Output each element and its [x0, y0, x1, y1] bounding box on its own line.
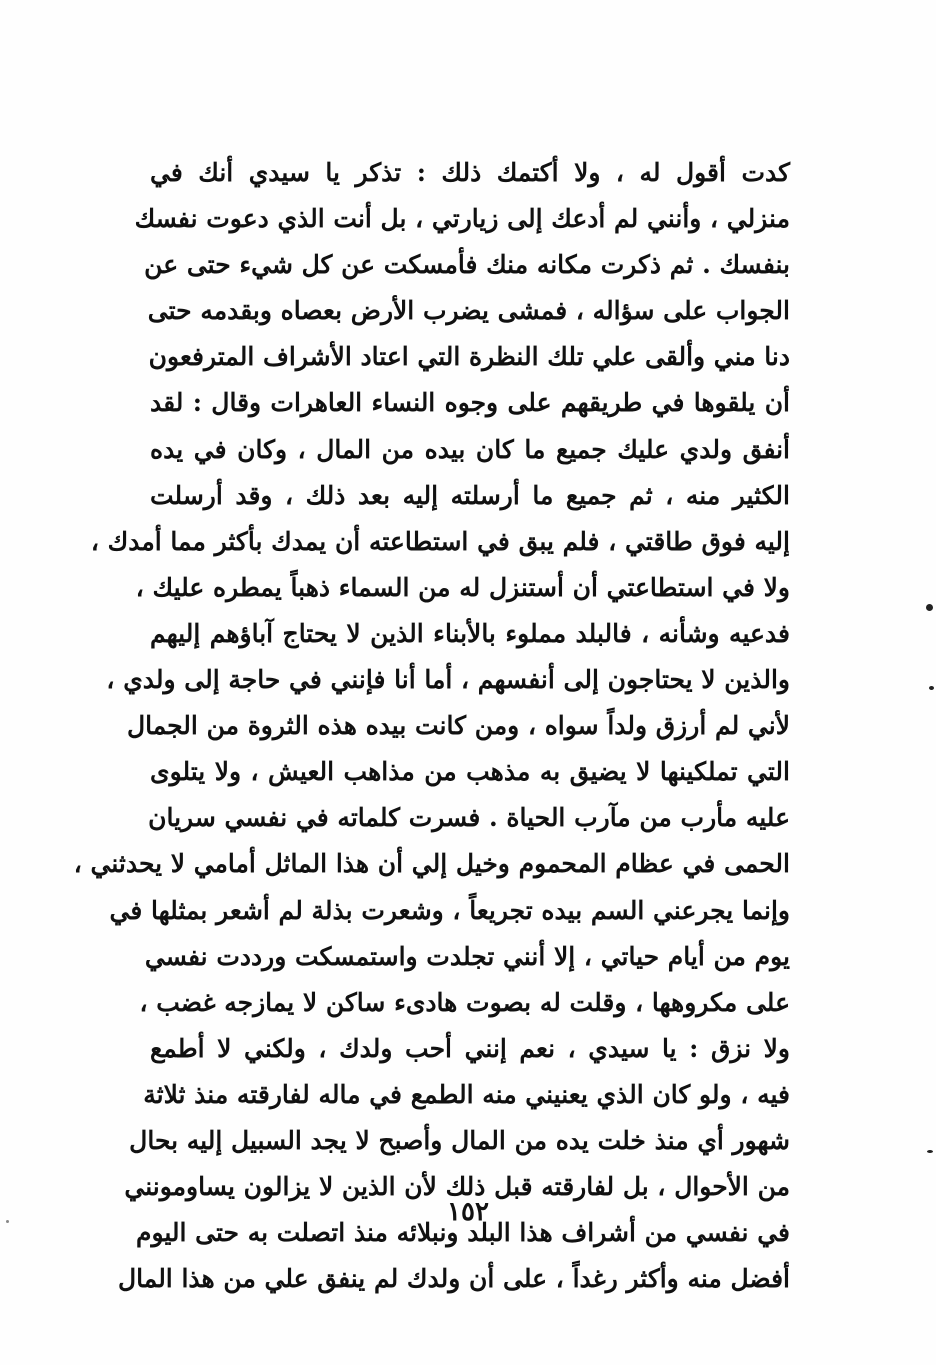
text-line: كدت أقول له ، ولا أكتمك ذلك : تذكر يا سيدي أنك في — [150, 158, 790, 187]
text-line: ولا نزق : يا سيدي ، نعم إنني أحب ولدك ، ولكني لا أطمع — [150, 1033, 790, 1063]
text-line: بنفسك . ثم ذكرت مكانه منك فأمسكت عن كل شيء حتى عن — [144, 250, 790, 280]
text-line: الكثير منه ، ثم جميع ما أرسلته إليه بعد ذلك ، وقد أرسلت — [150, 480, 790, 510]
text-line: دنا مني وألقى علي تلك النظرة التي اعتاد الأشراف المترفعون — [148, 342, 790, 372]
text-line: شهور أي منذ خلت يده من المال وأصبح لا يجد السبيل إليه بحال — [129, 1125, 790, 1155]
text-line: من الأحوال ، بل لفارقته قبل ذلك لأن الذين لا يزالون يساومونني — [124, 1172, 790, 1202]
text-line: منزلي ، وأنني لم أدعك إلى زيارتي ، بل أنت الذي دعوت نفسك — [134, 204, 790, 234]
text-line: فدعيه وشأنه ، فالبلد مملوء بالأبناء الذين لا يحتاج آباؤهم إليهم — [150, 618, 790, 648]
body-text — [73, 150, 790, 1302]
text-line: الحمى في عظام المحموم وخيل إلي أن هذا الماثل أمامي لا يحدثني ، — [73, 849, 790, 879]
text-line: إليه فوق طاقتي ، فلم يبق في استطاعته أن يمدك بأكثر مما أمدك ، — [90, 526, 790, 556]
text-line: أفضل منه وأكثر رغداً ، على أن ولدك لم ينفق علي من هذا المال — [117, 1264, 790, 1294]
text-line: التي تملكينها لا يضيق به مذهب من مذاهب العيش ، ولا يتلوى — [150, 757, 790, 787]
text-line: والذين لا يحتاجون إلى أنفسهم ، أما أنا فإنني في حاجة إلى ولدي ، — [106, 665, 790, 695]
text-line: فيه ، ولو كان الذي يعنيني منه الطمع في ماله لفارقته منذ ثلاثة — [143, 1079, 790, 1109]
scan-speck — [6, 1220, 9, 1223]
text-line: أنفق ولدي عليك جميع ما كان بيده من المال ، وكان في يده — [150, 434, 790, 464]
text-line: عليه مأرب من مآرب الحياة . فسرت كلماته في نفسي سريان — [148, 803, 790, 833]
text-line: الجواب على سؤاله ، فمشى يضرب الأرض بعصاه وبقدمه حتى — [147, 296, 790, 326]
text-line: أن يلقوها في طريقهم على وجوه النساء العاهرات وقال : لقد — [150, 388, 790, 418]
scan-speck — [927, 1150, 933, 1153]
text-line: وإنما يجرعني السم بيده تجريعاً ، وشعرت بذلة لم أشعر بمثلها في — [109, 895, 790, 925]
text-line: ولا في استطاعتي أن أستنزل له من السماء ذهباً يمطره عليك ، — [135, 572, 790, 602]
text-line: في نفسي من أشراف هذا البلد ونبلائه منذ اتصلت به حتى اليوم — [135, 1218, 790, 1248]
text-line: لأني لم أرزق ولداً سواه ، ومن كانت بيده هذه الثروة من الجمال — [126, 711, 790, 741]
page-number: ١٥٢ — [447, 1197, 489, 1227]
text-line: على مكروهها ، وقلت له بصوت هادىء ساكن لا يمازجه غضب ، — [139, 987, 790, 1017]
scan-speck — [929, 686, 934, 690]
text-line: يوم من أيام حياتي ، إلا أنني تجلدت واستمسكت ورددت نفسي — [144, 941, 790, 971]
scan-speck — [926, 604, 933, 611]
